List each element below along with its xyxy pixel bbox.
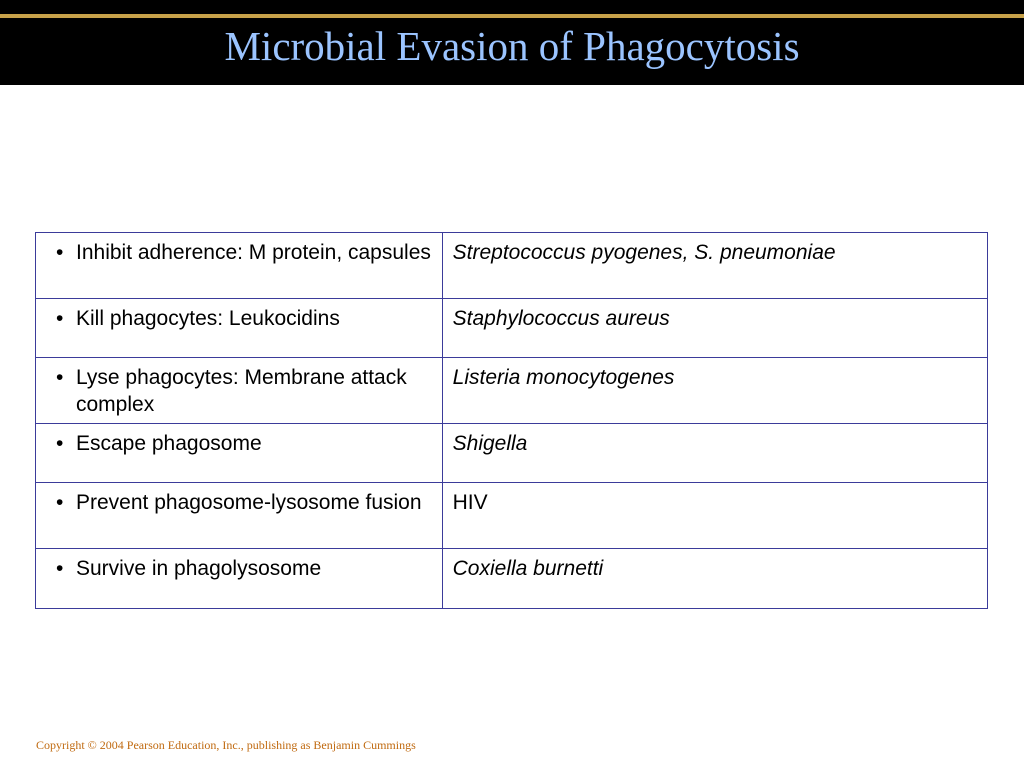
organism-text: Streptococcus pyogenes, S. pneumoniae [452, 241, 836, 264]
bullet-glyph: • [56, 241, 64, 264]
mechanism-text: Inhibit adherence: M protein, capsules [76, 241, 431, 264]
mechanism-text: Escape phagosome [76, 432, 262, 455]
bullet-glyph: • [56, 432, 64, 455]
table-row [36, 549, 988, 609]
organism-cell [442, 299, 987, 358]
organism-text: Staphylococcus aureus [452, 307, 670, 330]
organism-text: Coxiella burnetti [452, 557, 604, 580]
mechanism-cell [36, 483, 443, 549]
bullet-glyph: • [56, 307, 64, 330]
table-row [36, 483, 988, 549]
organism-cell [442, 424, 987, 483]
slide-title: Microbial Evasion of Phagocytosis [224, 23, 800, 69]
mechanism-text: Prevent phagosome-lysosome fusion [76, 491, 422, 514]
organism-text: Shigella [452, 432, 528, 455]
organism-cell [442, 483, 987, 549]
table-row [36, 299, 988, 358]
bullet-glyph: • [56, 491, 64, 514]
table-row [36, 424, 988, 483]
organism-text: Listeria monocytogenes [452, 366, 675, 389]
table-row [36, 358, 988, 424]
copyright-notice: Copyright © 2004 Pearson Education, Inc., publishing as Benjamin Cummings [36, 738, 416, 752]
organism-cell [442, 233, 987, 299]
table-row [36, 233, 988, 299]
bullet-glyph: • [56, 557, 64, 580]
mechanism-cell [36, 299, 443, 358]
bullet-glyph: • [56, 366, 64, 389]
title-accent-rule [0, 14, 1024, 18]
organism-cell [442, 549, 987, 609]
mechanism-cell [36, 233, 443, 299]
title-bar [0, 0, 1024, 85]
mechanism-cell [36, 424, 443, 483]
organism-text: HIV [452, 491, 488, 514]
mechanism-cell [36, 549, 443, 609]
mechanism-text: Survive in phagolysosome [76, 557, 322, 580]
mechanism-cell [36, 358, 443, 424]
mechanism-text: Kill phagocytes: Leukocidins [76, 307, 340, 330]
organism-cell [442, 358, 987, 424]
evasion-table [35, 232, 988, 609]
mechanism-text: Lyse phagocytes: Membrane attack complex [76, 366, 407, 416]
